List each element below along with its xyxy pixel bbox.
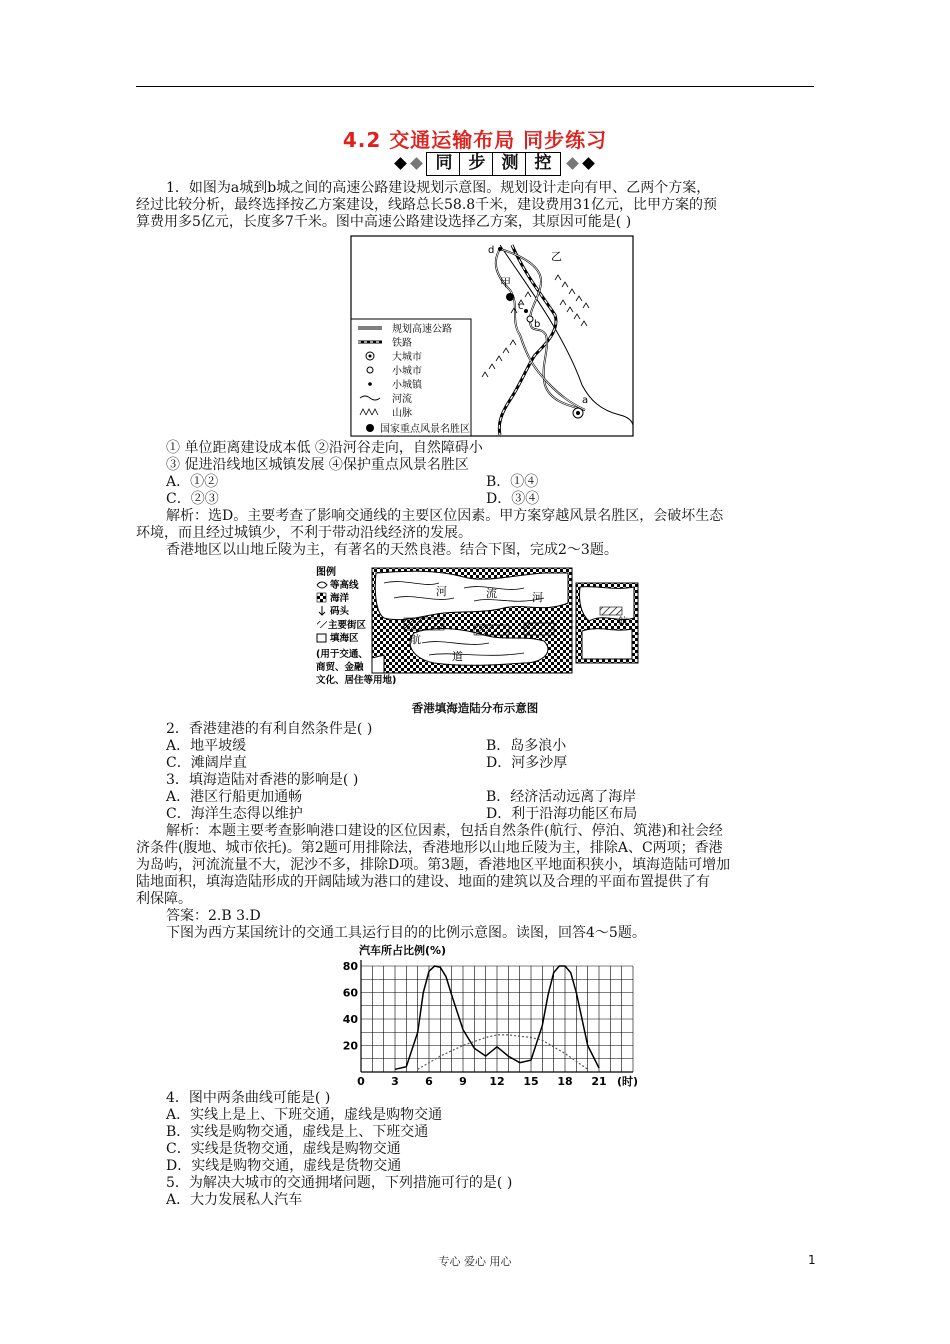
page-number: 1 xyxy=(808,1253,816,1267)
analysis-q2-3: 陆地面积，填海造陆形成的开阔陆域为港口的建设、地面的建筑以及合理的平面布置提供了有 xyxy=(136,874,710,890)
svg-text:小城镇: 小城镇 xyxy=(392,380,422,391)
x-tick-label: 6 xyxy=(425,1075,433,1088)
x-tick-label: 18 xyxy=(557,1075,573,1088)
map-label-b: b xyxy=(534,319,541,330)
q5-stem: 5．为解决大城市的交通拥堵问题，下列措施可行的是( ) xyxy=(166,1175,513,1191)
svg-text:河: 河 xyxy=(436,585,447,598)
map-label-c: c xyxy=(518,301,524,312)
svg-text:等高线: 等高线 xyxy=(330,580,359,591)
chart-title: 汽车所占比例(%) xyxy=(359,944,447,957)
y-tick-label: 20 xyxy=(342,1039,358,1053)
banner-char: 控 xyxy=(525,152,561,176)
svg-text:河流: 河流 xyxy=(392,394,412,405)
svg-text:大城市: 大城市 xyxy=(392,352,422,363)
y-tick-label: 60 xyxy=(342,986,358,1000)
svg-text:(用于交通、: (用于交通、 xyxy=(316,649,368,660)
svg-text:码头: 码头 xyxy=(330,606,350,617)
banner-char: 步 xyxy=(459,152,495,176)
analysis-q2-3: 解析：本题主要考查影响港口建设的区位因素，包括自然条件(航行、停泊、筑港)和社会经 xyxy=(166,823,723,839)
q4-option-c: C．实线是货物交通，虚线是购物交通 xyxy=(166,1141,401,1157)
q2-option-a: A．地平坡缓 xyxy=(166,738,247,754)
analysis-q2-3: 为岛屿，河流流量不大，泥沙不多，排除D项。第3题，香港地区平地面积狭小，填海造陆可增加 xyxy=(136,857,731,873)
q1-option-c: C．②③ xyxy=(166,491,219,507)
q1-analysis: 环境，而且经过城镇少，不利于带动沿线经济的发展。 xyxy=(136,525,472,541)
y-tick-label: 40 xyxy=(342,1013,358,1026)
q5-option-a: A．大力发展私人汽车 xyxy=(166,1192,303,1208)
hk-reclamation-map xyxy=(314,563,640,695)
map-label-jia: 甲 xyxy=(500,276,511,289)
x-tick-label: 3 xyxy=(391,1075,399,1088)
svg-text:国家重点风景名胜区: 国家重点风景名胜区 xyxy=(380,424,470,435)
q4-option-a: A．实线上是上、下班交通，虚线是购物交通 xyxy=(166,1107,443,1123)
q1-analysis: 解析：选D。主要考查了影响交通线的主要区位因素。甲方案穿越风景名胜区，会破坏生态 xyxy=(166,508,724,524)
svg-text:铁路: 铁路 xyxy=(392,338,412,349)
hk-map-caption: 香港填海造陆分布示意图 xyxy=(411,701,539,715)
x-tick-label: 12 xyxy=(489,1075,505,1088)
x-tick-label: 21 xyxy=(591,1075,607,1088)
q3-option-b: B．经济活动远离了海岸 xyxy=(486,789,637,805)
q2-stem: 2．香港建港的有利自然条件是( ) xyxy=(166,721,373,737)
section-banner xyxy=(390,152,600,176)
intro-q4-5: 下图为西方某国统计的交通工具运行目的的比例示意图。读图，回答4～5题。 xyxy=(166,925,646,941)
svg-text:航: 航 xyxy=(410,633,421,646)
q4-stem: 4．图中两条曲线可能是( ) xyxy=(166,1090,331,1106)
q3-option-d: D．利于沿海功能区布局 xyxy=(486,806,638,822)
chart-x-unit: (时) xyxy=(617,1075,639,1088)
header-rule xyxy=(136,86,814,87)
svg-text:流: 流 xyxy=(486,587,497,600)
q4-option-b: B．实线是购物交通，虚线是上、下班交通 xyxy=(166,1124,429,1140)
map-label-yi: 乙 xyxy=(551,250,562,263)
svg-text:小城市: 小城市 xyxy=(392,366,422,377)
svg-text:填海区: 填海区 xyxy=(330,633,359,644)
q3-stem: 3．填海造陆对香港的影响是( ) xyxy=(166,772,359,788)
highway-planning-map xyxy=(350,235,634,437)
transport-purpose-chart xyxy=(335,942,645,1090)
svg-text:商贸、金融: 商贸、金融 xyxy=(316,662,364,673)
analysis-q2-3: 济条件(腹地、城市依托)。第2题可用排除法，香港地形以山地丘陵为主，排除A、C两项；香港 xyxy=(136,840,723,856)
page-footer: 专心 爱心 用心 xyxy=(438,1255,512,1268)
map-label-d: d xyxy=(488,245,495,256)
banner-char: 同 xyxy=(426,152,462,176)
map-label-a: a xyxy=(582,395,589,406)
q1-statement: ③ 促进沿线地区城镇发展 ④保护重点风景名胜区 xyxy=(166,457,469,473)
q1-option-b: B．①④ xyxy=(486,474,539,490)
svg-text:规划高速公路: 规划高速公路 xyxy=(392,324,452,335)
q1-statement: ① 单位距离建设成本低 ②沿河谷走向，自然障碍小 xyxy=(166,440,483,456)
svg-text:图例: 图例 xyxy=(316,567,336,578)
x-tick-label: 9 xyxy=(459,1075,467,1088)
q2-option-d: D．河多沙厚 xyxy=(486,755,568,771)
q3-option-a: A．港区行船更加通畅 xyxy=(166,789,303,805)
q2-option-b: B．岛多浪小 xyxy=(486,738,567,754)
diamond-icon xyxy=(410,157,423,170)
q1-option-d: D．③④ xyxy=(486,491,540,507)
x-tick-label: 0 xyxy=(357,1075,365,1088)
svg-text:河: 河 xyxy=(532,591,543,604)
q1-line: 经过比较分析，最终选择按乙方案建设，线路总长58.8千米，建设费用31亿元，比甲方案的预 xyxy=(136,197,717,213)
x-tick-label: 15 xyxy=(523,1075,539,1088)
svg-text:道: 道 xyxy=(452,650,463,663)
diamond-icon xyxy=(582,157,595,170)
banner-char: 测 xyxy=(492,152,528,176)
diamond-icon xyxy=(566,157,579,170)
q2-option-c: C．滩阔岸直 xyxy=(166,755,247,771)
y-tick-label: 80 xyxy=(342,960,358,973)
diamond-icon xyxy=(394,157,407,170)
svg-text:主要街区: 主要街区 xyxy=(328,620,367,631)
q4-option-d: D．实线是购物交通，虚线是货物交通 xyxy=(166,1158,402,1174)
svg-text:山脉: 山脉 xyxy=(392,408,412,419)
page-title: 4.2 交通运输布局 同步练习 xyxy=(342,128,608,152)
svg-text:文化、居住等用地): 文化、居住等用地) xyxy=(316,675,397,686)
answer-q2-3: 答案：2.B 3.D xyxy=(166,908,261,924)
intro-q2-3: 香港地区以山地丘陵为主，有著名的天然良港。结合下图，完成2～3题。 xyxy=(166,542,618,558)
q3-option-c: C．海洋生态得以维护 xyxy=(166,806,303,822)
q1-option-a: A．①② xyxy=(166,474,219,490)
svg-text:航: 航 xyxy=(618,617,628,628)
q1-line: 1．如图为a城到b城之间的高速公路建设规划示意图。规划设计走向有甲、乙两个方案， xyxy=(166,180,711,196)
analysis-q2-3: 利保障。 xyxy=(136,891,192,907)
svg-text:海洋: 海洋 xyxy=(330,593,350,604)
q1-line: 算费用多5亿元，长度多7千米。图中高速公路建设选择乙方案，其原因可能是( ) xyxy=(136,214,632,230)
